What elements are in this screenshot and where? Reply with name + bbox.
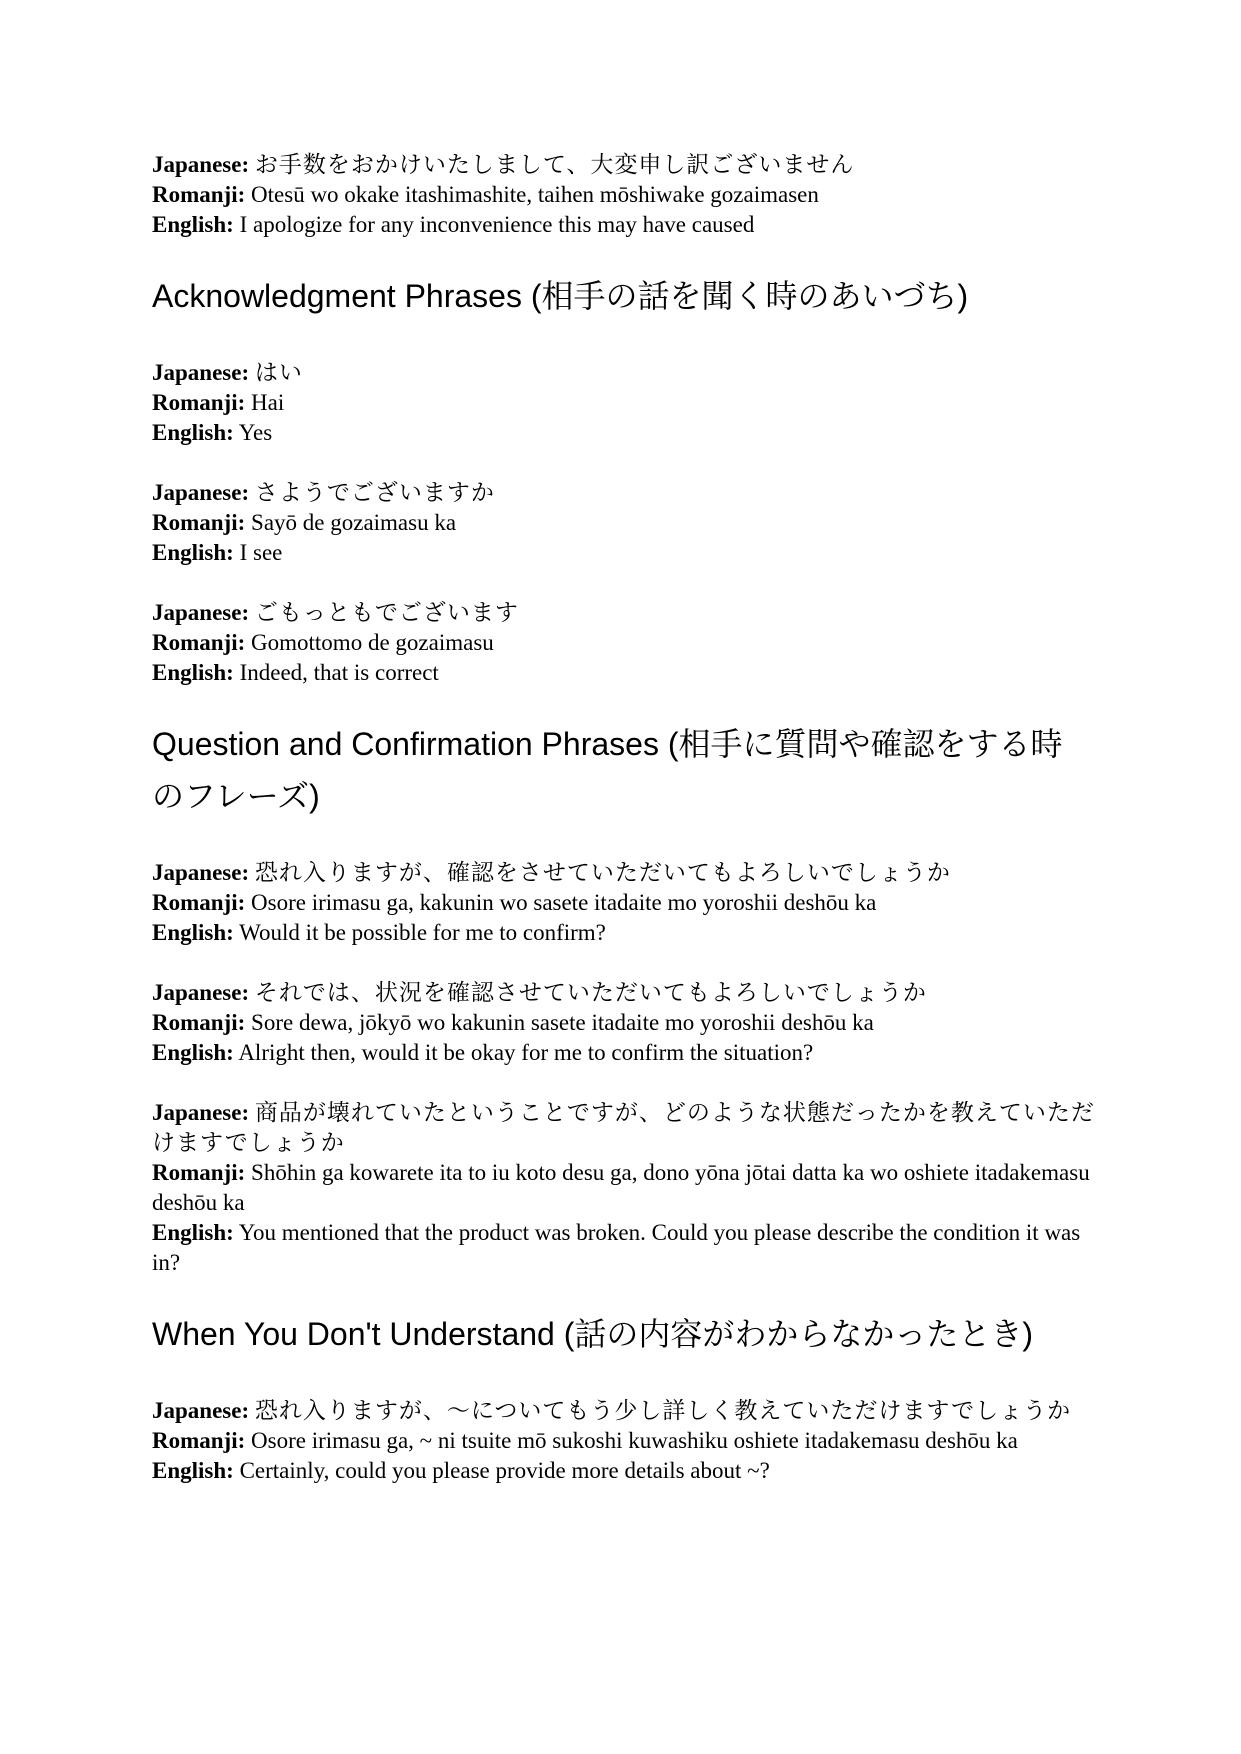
romanji-text: Otesū wo okake itashimashite, taihen mōshiwake gozaimasen [251, 182, 819, 207]
romanji-text: Sayō de gozaimasu ka [251, 510, 457, 535]
romanji-text: Osore irimasu ga, kakunin wo sasete itadaite mo yoroshii deshōu ka [251, 890, 877, 915]
romanji-label: Romanji: [152, 630, 246, 655]
japanese-text: さようでございますか [254, 480, 495, 505]
romanji-label: Romanji: [152, 1160, 246, 1185]
english-line [152, 1218, 1102, 1278]
romanji-label: Romanji: [152, 182, 246, 207]
english-line [152, 210, 1102, 240]
phrase-entry [152, 478, 1102, 568]
japanese-line [152, 478, 1102, 508]
english-label: English: [152, 540, 234, 565]
section-heading-question-confirmation: Question and Confirmation Phrases (相手に質問や確認をする時のフレーズ) [152, 726, 1063, 814]
phrase-entry [152, 858, 1102, 948]
english-line [152, 918, 1102, 948]
japanese-line [152, 1396, 1102, 1426]
romanji-label: Romanji: [152, 1428, 246, 1453]
section-heading-acknowledgment: Acknowledgment Phrases (相手の話を聞く時のあいづち) [152, 278, 969, 314]
romanji-line [152, 888, 1102, 918]
english-label: English: [152, 420, 234, 445]
romanji-text: Sore dewa, jōkyō wo kakunin sasete itadaite mo yoroshii deshōu ka [251, 1010, 874, 1035]
japanese-label: Japanese: [152, 980, 250, 1005]
english-text: Alright then, would it be okay for me to confirm the situation? [238, 1040, 814, 1065]
english-line [152, 1038, 1102, 1068]
japanese-line [152, 358, 1102, 388]
romanji-text: Gomottomo de gozaimasu [251, 630, 494, 655]
japanese-text: お手数をおかけいたしまして、大変申し訳ございません [254, 152, 855, 177]
japanese-text: それでは、状況を確認させていただいてもよろしいでしょうか [254, 980, 927, 1005]
english-line [152, 418, 1102, 448]
romanji-line [152, 1426, 1102, 1456]
japanese-line [152, 1098, 1102, 1158]
romanji-text: Osore irimasu ga, ~ ni tsuite mō sukoshi kuwashiku oshiete itadakemasu deshōu ka [251, 1428, 1018, 1453]
romanji-line [152, 388, 1102, 418]
romanji-text: Hai [251, 390, 285, 415]
section-heading-dont-understand: When You Don't Understand (話の内容がわからなかったとき) [152, 1316, 1034, 1352]
japanese-label: Japanese: [152, 1100, 250, 1125]
romanji-line [152, 1158, 1102, 1218]
romanji-text: Shōhin ga kowarete ita to iu koto desu ga, dono yōna jōtai datta ka wo oshiete itadakemasu deshōu ka [152, 1160, 1090, 1215]
japanese-text: ごもっともでございます [254, 600, 519, 625]
english-label: English: [152, 1220, 234, 1245]
japanese-text: はい [254, 360, 303, 385]
japanese-text: 商品が壊れていたということですが、どのような状態だったかを教えていただけますでしょうか [152, 1100, 1095, 1155]
japanese-text: 恐れ入りますが、確認をさせていただいてもよろしいでしょうか [254, 860, 951, 885]
romanji-label: Romanji: [152, 390, 246, 415]
romanji-label: Romanji: [152, 510, 246, 535]
romanji-line [152, 180, 1102, 210]
phrase-entry [152, 358, 1102, 448]
japanese-label: Japanese: [152, 480, 250, 505]
english-text: Yes [238, 420, 273, 445]
english-text: I apologize for any inconvenience this may have caused [239, 212, 755, 237]
japanese-line [152, 150, 1102, 180]
english-label: English: [152, 1458, 234, 1483]
english-text: You mentioned that the product was broken. Could you please describe the condition it was in? [152, 1220, 1081, 1275]
japanese-line [152, 978, 1102, 1008]
japanese-label: Japanese: [152, 600, 250, 625]
romanji-line [152, 508, 1102, 538]
phrase-entry [152, 150, 1102, 240]
phrase-entry [152, 978, 1102, 1068]
phrase-entry [152, 1396, 1102, 1486]
english-text: Indeed, that is correct [239, 660, 439, 685]
japanese-label: Japanese: [152, 860, 250, 885]
phrase-entry [152, 598, 1102, 688]
english-label: English: [152, 920, 234, 945]
english-label: English: [152, 660, 234, 685]
english-line [152, 1456, 1102, 1486]
english-text: I see [239, 540, 283, 565]
english-text: Would it be possible for me to confirm? [239, 920, 606, 945]
phrase-entry [152, 1098, 1102, 1278]
romanji-line [152, 1008, 1102, 1038]
japanese-label: Japanese: [152, 360, 250, 385]
romanji-label: Romanji: [152, 890, 246, 915]
english-line [152, 538, 1102, 568]
japanese-text: 恐れ入りますが、～についてもう少し詳しく教えていただけますでしょうか [254, 1398, 1072, 1423]
english-label: English: [152, 212, 234, 237]
japanese-label: Japanese: [152, 152, 250, 177]
english-label: English: [152, 1040, 234, 1065]
romanji-line [152, 628, 1102, 658]
japanese-label: Japanese: [152, 1398, 250, 1423]
japanese-line [152, 598, 1102, 628]
english-line [152, 658, 1102, 688]
english-text: Certainly, could you please provide more details about ~? [239, 1458, 770, 1483]
japanese-line [152, 858, 1102, 888]
romanji-label: Romanji: [152, 1010, 246, 1035]
